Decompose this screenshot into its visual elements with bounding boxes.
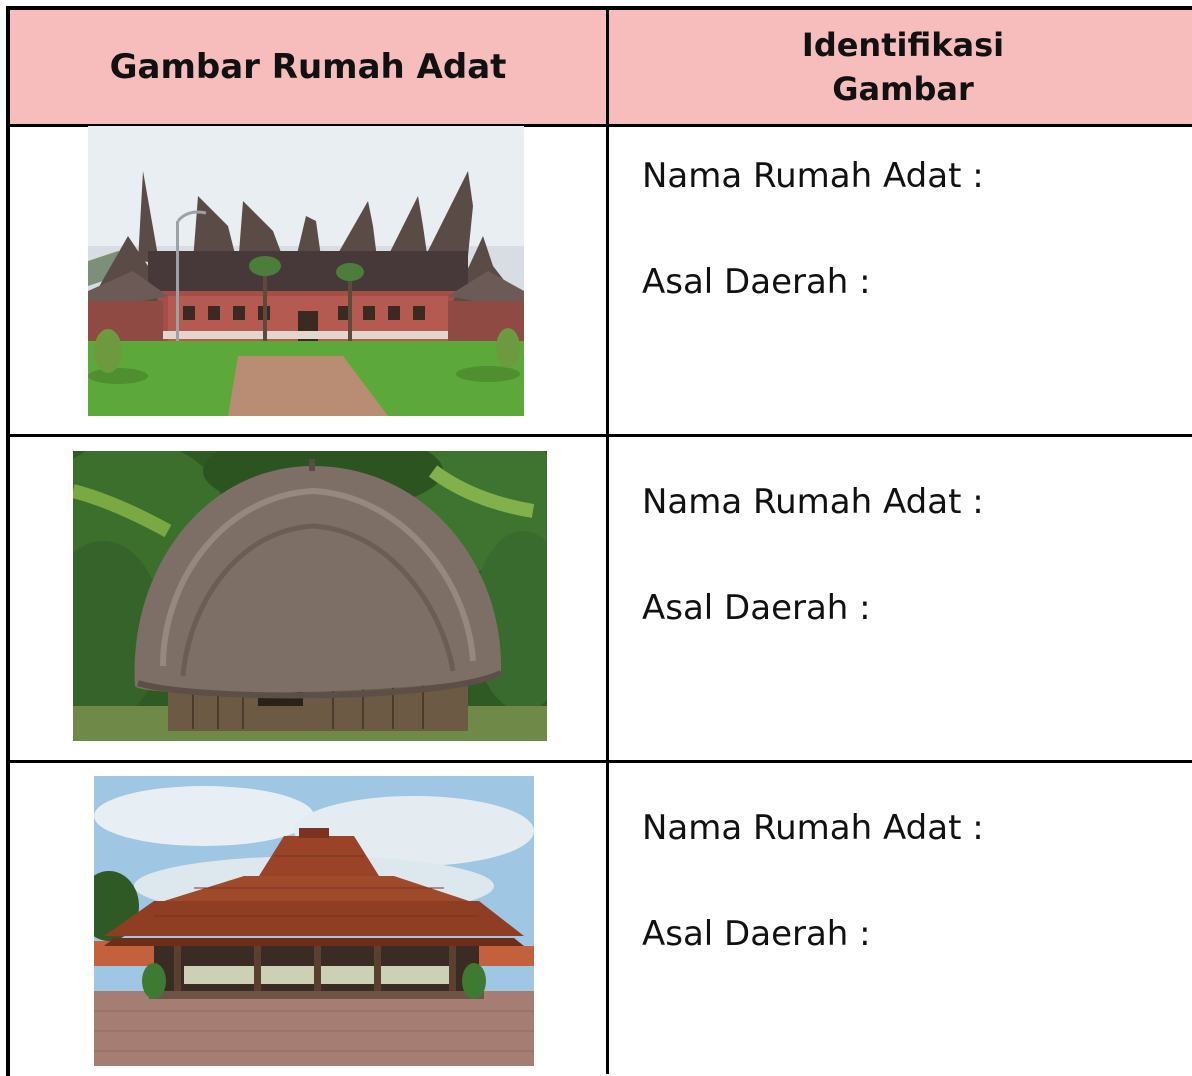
header-col-image bbox=[10, 10, 606, 124]
header-col-identification bbox=[610, 10, 1192, 124]
row-divider-2 bbox=[10, 760, 1192, 763]
row-3-name-label: Nama Rumah Adat : bbox=[642, 808, 984, 848]
row-2-name-label: Nama Rumah Adat : bbox=[642, 482, 984, 522]
table-header bbox=[10, 10, 1192, 127]
worksheet-table bbox=[6, 6, 1192, 1076]
column-divider bbox=[606, 10, 609, 1074]
row-1-name-label: Nama Rumah Adat : bbox=[642, 156, 984, 196]
header-col-identification-line2: Gambar bbox=[832, 70, 974, 108]
honai-image bbox=[73, 451, 547, 741]
header-col-identification-line1: Identifikasi bbox=[801, 26, 1005, 64]
row-divider-1 bbox=[10, 434, 1192, 437]
row-2-region-label: Asal Daerah : bbox=[642, 588, 871, 628]
row-3-region-label: Asal Daerah : bbox=[642, 914, 871, 954]
rumah-gadang-image bbox=[88, 126, 524, 416]
header-col-image-label: Gambar Rumah Adat bbox=[109, 47, 507, 87]
joglo-image bbox=[94, 776, 534, 1066]
row-1-region-label: Asal Daerah : bbox=[642, 262, 871, 302]
